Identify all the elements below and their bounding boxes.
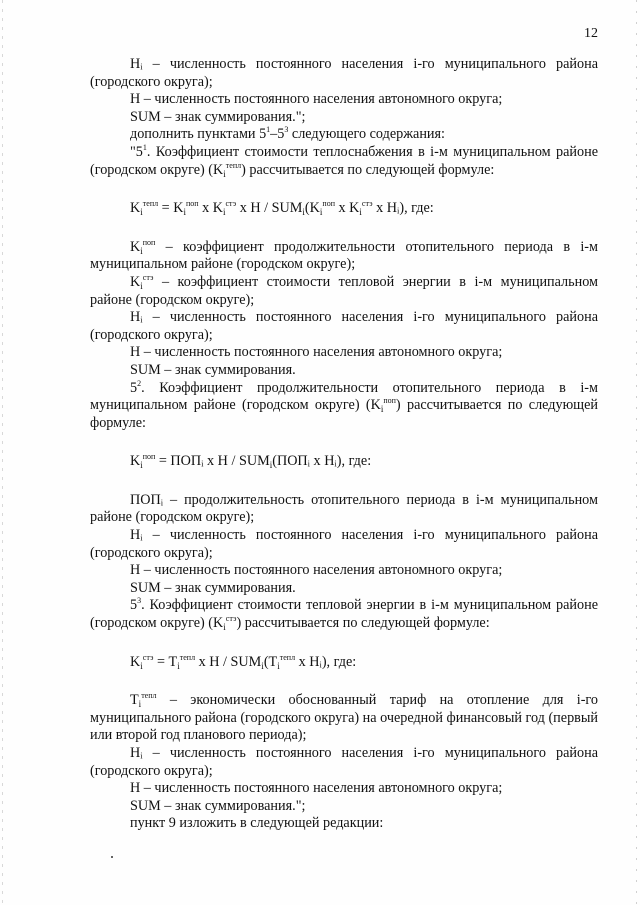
section-5-3: $5^3$. Коэффициент стоимости тепловой энергии в i-м муниципальном районе (городском округе) $(K_i^{стэ})$ рассчитывается по следующей формуле: — [90, 596, 598, 633]
definition: H – численность постоянного населения автономного округа; — [130, 780, 503, 797]
definition: H – численность постоянного населения автономного округа; — [130, 344, 503, 361]
paragraph: пункт 9 изложить в следующей редакции: — [130, 815, 384, 832]
formula-heating-duration: $K_i^{поп}$ = ПОПᵢ x H / $SUM_i(ПОПᵢ$ x Hᵢ), где: — [130, 452, 372, 471]
paragraph: H – численность постоянного населения автономного округа; — [130, 91, 503, 108]
page-number: 12 — [584, 26, 598, 41]
section-5-1: "$5^1$. Коэффициент стоимости теплоснабжения в i-м муниципальном районе (городском округе) $(K_i^{тепл})$ рассчитывается по следующей формуле: — [90, 142, 598, 179]
paragraph: SUM – знак суммирования."; — [130, 108, 306, 125]
scan-edge-right — [636, 0, 637, 905]
definition: Hᵢ – численность постоянного населения i-го муниципального района (городского округа); — [90, 745, 598, 779]
definition: SUM – знак суммирования. — [130, 579, 296, 596]
definition: SUM – знак суммирования. — [130, 361, 296, 378]
section-5-2: $5^2$. Коэффициент продолжительности отопительного периода в i-м муниципальном районе (городском округе) $(K_i^{поп})$ рассчитывается по следующей формуле: — [90, 378, 598, 431]
definition: Hᵢ – численность постоянного населения i-го муниципального района (городского округа); — [90, 527, 598, 561]
definition: $K_i^{стэ}$ – коэффициент стоимости тепловой энергии в i-м муниципальном районе (городском округе); — [90, 272, 598, 308]
paragraph: Hᵢ – численность постоянного населения i-го муниципального района (городского округа); — [90, 56, 598, 90]
formula-heat-supply-cost: $K_i^{тепл} = K_i^{поп}$ x $K_i^{стэ}$ x H / $SUM_i(K_i^{поп}$ x $K_i^{стэ}$ x Hᵢ), где: — [130, 199, 434, 218]
formula-heat-energy-cost: $K_i^{стэ} = T_i^{тепл}$ x H / $SUM_i(T_i^{тепл}$ x Hᵢ), где: — [130, 652, 357, 671]
definition: SUM – знак суммирования."; — [130, 797, 306, 814]
definition: H – численность постоянного населения автономного округа; — [130, 562, 503, 579]
document-body — [90, 56, 598, 833]
definition: $K_i^{поп}$ – коэффициент продолжительности отопительного периода в i-м муниципальном районе (городском округе); — [90, 237, 598, 273]
definition: $T_i^{тепл}$ – экономически обоснованный тариф на отопление для i-го муниципального района (городского округа) на очередной финансовый год (первый или второй год планового периода); — [90, 691, 598, 744]
scan-speck — [111, 856, 113, 858]
definition: Hᵢ – численность постоянного населения i-го муниципального района (городского округа); — [90, 309, 598, 343]
scan-edge-left — [2, 0, 3, 905]
paragraph: дополнить пунктами $5^1-5^3$ следующего содержания: — [130, 125, 445, 143]
definition: ПОПᵢ – продолжительность отопительного периода в i-м муниципальном районе (городском округе); — [90, 491, 598, 526]
